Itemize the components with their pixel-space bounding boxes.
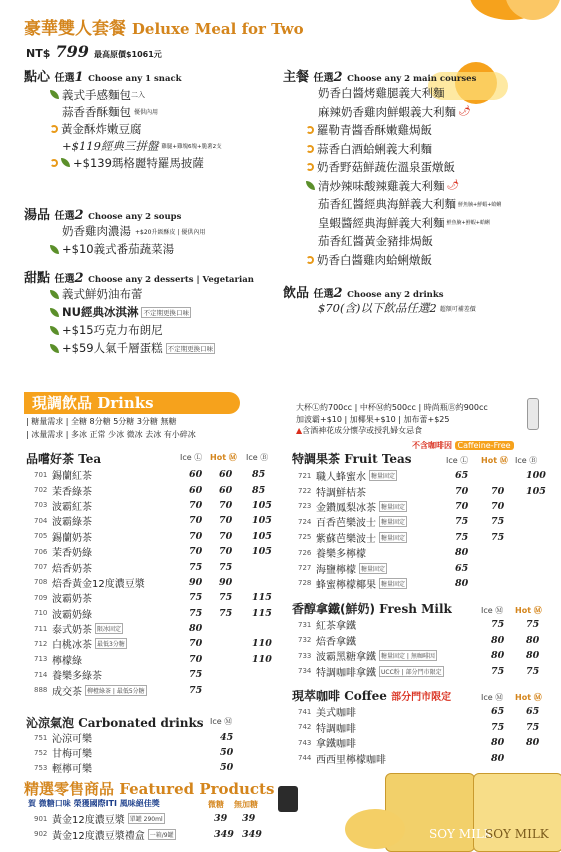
chili-icon: 🌶 xyxy=(458,106,471,118)
item-price: 65 xyxy=(526,706,540,718)
item-name: 成交茶 xyxy=(52,686,82,698)
list-item: 麻辣奶香雞肉鮮蝦義大利麵 🌶 xyxy=(318,104,471,119)
table-row xyxy=(34,529,284,544)
table-row xyxy=(34,544,284,559)
list-item: +$15巧克力布朗尼 xyxy=(50,321,215,339)
item-price: 80 xyxy=(455,577,469,589)
table-row xyxy=(298,468,558,483)
item-name: 波霸綠茶 xyxy=(52,517,92,529)
item-name: 養樂多檸檬 xyxy=(316,549,366,561)
tea-col-ice-b: Ice Ⓑ xyxy=(246,453,269,462)
featured-table xyxy=(34,811,284,842)
drink-set-line: $70(含)以下飲品任選2 超額可補差價 xyxy=(318,301,476,315)
chili-icon: 🌶 xyxy=(446,180,460,192)
soy-milk-product-image xyxy=(345,765,561,850)
list-item: 清炒辣味酸辣雞義大利麵 🌶 xyxy=(306,177,501,196)
table-row xyxy=(34,636,284,651)
table-row xyxy=(34,498,284,513)
list-item: 皇蝦醬經典海鮮義大利麵 鮮魚腩+鮮蝦+蛤蜊 xyxy=(318,215,490,230)
item-name: 金鑽鳳梨冰茶 xyxy=(316,502,376,514)
item-name: 泰式奶茶 xyxy=(52,625,92,637)
item-price: 70 xyxy=(455,500,469,512)
list-item: 奶香雞肉濃湯 +$20升級酥皮 | 優供內用 xyxy=(62,224,206,238)
drink-set-header: 飲品 任選2 Choose any 2 drinks xyxy=(283,286,444,301)
featured-col-light: 微糖 xyxy=(208,800,224,809)
list-item: 義式鮮奶油布蕾 xyxy=(50,285,215,303)
size-info: 大杯Ⓛ約700cc | 中杯Ⓜ約500cc | 時尚瓶Ⓑ約900cc 加波霸+$10 | 加椰果+$10 | 加布蕾+$25 ▲含酒神花成分懷孕或授乳婦女忌食 xyxy=(296,403,488,435)
item-name: 茉香綠茶 xyxy=(52,486,92,498)
hook-icon xyxy=(306,163,314,171)
item-code: 741 xyxy=(298,707,312,716)
featured-title: 精選零售商品 Featured Products xyxy=(24,780,275,798)
leaf-icon xyxy=(50,290,59,299)
item-note: 最低3分糖 xyxy=(95,638,127,649)
item-price: 75 xyxy=(491,531,505,543)
item-name: 沁涼可樂 xyxy=(52,734,92,745)
coffee-table xyxy=(298,704,558,766)
item-code: 707 xyxy=(34,563,48,572)
item-price: 70 xyxy=(491,500,505,512)
item-name: 焙香拿鐵 xyxy=(316,636,356,648)
item-code: 751 xyxy=(34,733,48,742)
item-note: 糖量固定 xyxy=(379,532,407,543)
snack-section-header: 點心 任選1 Choose any 1 snack xyxy=(24,70,182,85)
item-price: 349 xyxy=(214,828,234,840)
table-row xyxy=(34,745,284,760)
item-note: 糖量固定 xyxy=(379,516,407,527)
list-item: +$119經典三拼盤 雞腿+雞塊6塊+脆薯2支 xyxy=(62,138,222,153)
list-item: 蒜香白酒蛤蜊義大利麵 xyxy=(306,140,501,159)
item-price: 105 xyxy=(252,515,272,527)
item-name: 波霸奶茶 xyxy=(52,594,92,606)
item-price: 75 xyxy=(189,684,203,696)
hook-icon xyxy=(50,159,58,167)
item-price: 115 xyxy=(252,607,272,619)
list-item: +$139瑪格麗特羅馬披薩 xyxy=(50,154,222,171)
item-price: 105 xyxy=(526,485,546,497)
item-code: 744 xyxy=(298,754,312,763)
item-price: 65 xyxy=(491,706,505,718)
table-row xyxy=(298,576,558,591)
item-name: 蜂蜜檸檬椰果 xyxy=(316,579,376,591)
hook-icon xyxy=(306,145,314,153)
list-item: +$10義式番茄蔬菜湯 xyxy=(50,240,205,258)
item-note: 柳橙綠茶 | 最低5分糖 xyxy=(85,685,147,696)
snack-list xyxy=(50,86,222,171)
item-note: 糖量固定 | 無咖啡因 xyxy=(379,650,437,661)
list-item: 奶香野菇鮮蔬佐溫泉蛋燉飯 xyxy=(306,158,501,177)
item-name: 紫蘇芭樂波士 xyxy=(316,533,376,545)
tea-header: 品嚐好茶 Tea xyxy=(26,452,102,466)
table-row xyxy=(34,827,284,843)
table-row xyxy=(34,606,284,621)
soy-milk-label: SOY MILK xyxy=(429,827,493,841)
item-name: 波霸黑糖拿鐵 xyxy=(316,652,376,664)
item-code: 703 xyxy=(34,501,48,510)
leaf-icon xyxy=(50,326,59,335)
item-price: 75 xyxy=(491,665,505,677)
item-code: 902 xyxy=(34,830,48,839)
item-name: 甘梅可樂 xyxy=(52,749,92,760)
table-row xyxy=(34,730,284,745)
dessert-section-header: 甜點 任選2 Choose any 2 desserts | Vegetarian xyxy=(24,271,254,286)
item-name: 拿鐵咖啡 xyxy=(316,739,356,751)
item-note: 糖量固定 xyxy=(379,578,407,589)
tea-table xyxy=(34,467,284,698)
item-price: 65 xyxy=(455,562,469,574)
item-note: 單罐 290ml xyxy=(128,813,165,824)
award-line: 賀 微糖口味 榮獲國際ITI 風味絕佳獎 xyxy=(28,799,160,808)
item-name: 特調咖啡拿鐵 xyxy=(316,667,376,679)
item-name: 西西里檸檬咖啡 xyxy=(316,754,386,766)
item-price: 80 xyxy=(189,623,203,635)
item-price: 80 xyxy=(526,737,540,749)
item-name: 白桃冰茶 xyxy=(52,640,92,652)
item-code: 713 xyxy=(34,655,48,664)
item-price: 110 xyxy=(252,653,272,665)
item-price: 100 xyxy=(526,470,546,482)
item-price: 75 xyxy=(219,607,233,619)
milk-col-hot: Hot Ⓜ xyxy=(515,606,542,615)
bottle-icon xyxy=(527,398,539,430)
item-price: 105 xyxy=(252,546,272,558)
item-price: 70 xyxy=(455,485,469,497)
item-price: 50 xyxy=(220,747,234,758)
item-price: 75 xyxy=(455,531,469,543)
main-list xyxy=(306,84,501,269)
item-code: 742 xyxy=(298,723,312,732)
table-row xyxy=(298,735,558,751)
item-price: 75 xyxy=(526,619,540,631)
caffeine-free-note: 不含咖啡因 Caffeine-Free xyxy=(412,440,514,451)
hook-icon xyxy=(50,125,58,133)
item-price: 75 xyxy=(526,665,540,677)
item-code: 752 xyxy=(34,748,48,757)
leaf-icon xyxy=(50,344,59,353)
leaf-icon xyxy=(61,158,70,167)
item-price: 70 xyxy=(189,546,203,558)
item-code: 708 xyxy=(34,578,48,587)
item-name: 錫蘭紅茶 xyxy=(52,471,92,483)
item-price: 75 xyxy=(455,516,469,528)
item-price: 80 xyxy=(491,752,505,764)
carbonated-table xyxy=(34,730,284,775)
item-price: 85 xyxy=(252,469,266,481)
fruit-tea-table xyxy=(298,468,558,591)
table-row xyxy=(298,720,558,736)
coffee-col-ice: Ice Ⓜ xyxy=(481,693,504,702)
item-code: 727 xyxy=(298,564,312,573)
fruit-col-ice-l: Ice Ⓛ xyxy=(446,456,469,465)
item-price: 85 xyxy=(252,484,266,496)
leaf-icon xyxy=(306,181,315,190)
item-name: 黃金12度濃豆漿禮盒 xyxy=(52,830,145,842)
item-price: 70 xyxy=(189,499,203,511)
item-code: 706 xyxy=(34,547,48,556)
fruit-tea-header: 特調果茶 Fruit Teas xyxy=(292,452,412,466)
list-item: 義式手感麵包 二入 xyxy=(50,86,222,103)
item-price: 70 xyxy=(219,546,233,558)
item-price: 75 xyxy=(491,619,505,631)
item-code: 724 xyxy=(298,517,312,526)
table-row xyxy=(298,617,558,633)
tea-col-ice-l: Ice Ⓛ xyxy=(180,453,203,462)
leaf-icon xyxy=(50,90,59,99)
item-name: 錫蘭奶茶 xyxy=(52,532,92,544)
coffee-col-hot: Hot Ⓜ xyxy=(515,693,542,702)
table-row xyxy=(298,751,558,767)
item-name: 檸檬綠 xyxy=(52,655,82,667)
item-price: 60 xyxy=(189,484,203,496)
table-row xyxy=(298,499,558,514)
table-row xyxy=(34,467,284,482)
item-code: 723 xyxy=(298,502,312,511)
item-note: 糖量固定 xyxy=(369,470,397,481)
item-name: 海鹽檸檬 xyxy=(316,564,356,576)
list-item: +$59人氣千層蛋糕 不定期更換口味 xyxy=(50,339,215,357)
milk-col-ice: Ice Ⓜ xyxy=(481,606,504,615)
table-row xyxy=(34,513,284,528)
table-row xyxy=(34,811,284,827)
item-price: 110 xyxy=(252,638,272,650)
item-name: 百香芭樂波士 xyxy=(316,518,376,530)
item-name: 輕檸可樂 xyxy=(52,764,92,775)
deluxe-meal-title: 豪華雙人套餐 Deluxe Meal for Two xyxy=(24,19,304,39)
item-code: 711 xyxy=(34,624,48,633)
carbonated-header: 沁涼氣泡 Carbonated drinks xyxy=(26,716,204,730)
item-name: 黃金12度濃豆漿 xyxy=(52,815,125,827)
table-row xyxy=(298,704,558,720)
soy-milk-label-2: SOY MILK xyxy=(485,827,549,841)
item-name: 紅茶拿鐵 xyxy=(316,621,356,633)
list-item: 羅勒青醬香酥嫩雞焗飯 xyxy=(306,121,501,140)
item-code: 743 xyxy=(298,738,312,747)
item-price: 75 xyxy=(189,561,203,573)
table-row xyxy=(298,483,558,498)
soybean-decor xyxy=(345,809,405,849)
item-price: 80 xyxy=(455,547,469,559)
item-price: 80 xyxy=(491,737,505,749)
item-code: 733 xyxy=(298,651,312,660)
table-row xyxy=(34,652,284,667)
fruit-col-ice-b: Ice Ⓑ xyxy=(515,456,538,465)
item-code: 721 xyxy=(298,471,312,480)
table-row xyxy=(34,482,284,497)
item-code: 714 xyxy=(34,670,48,679)
item-price: 75 xyxy=(491,516,505,528)
item-price: 39 xyxy=(214,813,228,825)
item-price: 75 xyxy=(189,669,203,681)
item-price: 115 xyxy=(252,592,272,604)
item-price: 70 xyxy=(189,638,203,650)
item-price: 60 xyxy=(219,484,233,496)
item-code: 888 xyxy=(34,686,48,695)
table-row xyxy=(34,575,284,590)
table-row xyxy=(34,682,284,697)
main-section-header: 主餐 任選2 Choose any 2 main courses xyxy=(283,70,477,85)
deluxe-price: NT$ 799 最高原價$1061元 xyxy=(26,42,162,61)
item-price: 60 xyxy=(189,469,203,481)
item-price: 70 xyxy=(189,530,203,542)
item-code: 701 xyxy=(34,470,48,479)
list-item: NU經典冰淇淋 不定期更換口味 xyxy=(50,303,215,321)
item-name: 養樂多綠茶 xyxy=(52,671,102,683)
item-price: 80 xyxy=(526,634,540,646)
item-code: 722 xyxy=(298,487,312,496)
list-item: 奶香白醬烤雞腿義大利麵 xyxy=(318,86,445,101)
item-name: 特調鮮桔茶 xyxy=(316,487,366,499)
table-row xyxy=(298,514,558,529)
item-price: 45 xyxy=(220,732,234,743)
item-name: 職人蜂蜜水 xyxy=(316,472,366,484)
soup-section-header: 湯品 任選2 Choose any 2 soups xyxy=(24,208,182,223)
item-code: 709 xyxy=(34,593,48,602)
item-price: 75 xyxy=(189,592,203,604)
item-price: 75 xyxy=(526,721,540,733)
fruit-col-hot-m: Hot Ⓜ xyxy=(481,456,508,465)
item-price: 75 xyxy=(491,721,505,733)
item-code: 712 xyxy=(34,639,48,648)
list-item: 蒜香香酥麵包 優供內用 xyxy=(62,104,159,119)
item-price: 105 xyxy=(252,499,272,511)
item-price: 70 xyxy=(219,515,233,527)
table-row xyxy=(34,667,284,682)
table-row xyxy=(34,559,284,574)
item-price: 80 xyxy=(491,634,505,646)
carbonated-col-ice: Ice Ⓜ xyxy=(210,717,233,726)
table-row xyxy=(34,590,284,605)
table-row xyxy=(34,760,284,775)
item-price: 80 xyxy=(491,650,505,662)
milk-header: 香醇拿鐵(鮮奶) Fresh Milk xyxy=(292,602,452,616)
featured-col-nosugar: 無加糖 xyxy=(234,800,258,809)
item-price: 70 xyxy=(219,530,233,542)
item-code: 726 xyxy=(298,548,312,557)
item-code: 728 xyxy=(298,579,312,588)
item-price: 39 xyxy=(242,813,256,825)
award-badge-icon xyxy=(278,786,298,812)
item-price: 65 xyxy=(455,470,469,482)
item-code: 710 xyxy=(34,609,48,618)
item-price: 50 xyxy=(220,762,234,773)
item-price: 60 xyxy=(219,469,233,481)
table-row xyxy=(298,545,558,560)
leaf-icon xyxy=(50,308,59,317)
item-price: 90 xyxy=(189,576,203,588)
item-code: 705 xyxy=(34,532,48,541)
item-price: 70 xyxy=(219,499,233,511)
item-note: 糖量固定 xyxy=(379,501,407,512)
item-price: 90 xyxy=(219,576,233,588)
item-name: 特調咖啡 xyxy=(316,723,356,735)
ice-options: | 冰量需求 | 多冰 正常 少冰 微冰 去冰 有小碎冰 xyxy=(26,430,196,439)
item-price: 70 xyxy=(189,653,203,665)
item-name: 波霸紅茶 xyxy=(52,501,92,513)
list-item: 茄香紅醬經典海鮮義大利麵 鮮魚腩+鮮蝦+蛤蜊 xyxy=(318,197,502,212)
table-row xyxy=(298,560,558,575)
item-code: 704 xyxy=(34,516,48,525)
table-row xyxy=(298,530,558,545)
table-row xyxy=(298,664,558,680)
warning-icon: ▲ xyxy=(296,426,303,435)
list-item: 奶香白醬雞肉蛤蜊燉飯 xyxy=(306,251,501,270)
item-price: 70 xyxy=(189,515,203,527)
item-code: 702 xyxy=(34,486,48,495)
drinks-title: 現調飲品 Drinks xyxy=(32,394,154,412)
hook-icon xyxy=(306,256,314,264)
item-price: 75 xyxy=(189,607,203,619)
item-name: 波霸奶綠 xyxy=(52,609,92,621)
item-price: 349 xyxy=(242,828,262,840)
item-code: 732 xyxy=(298,636,312,645)
item-code: 725 xyxy=(298,533,312,542)
list-item: 黃金酥炸嫩豆腐 xyxy=(50,120,222,137)
list-item: 茄香紅醬黃金豬排焗飯 xyxy=(318,234,433,249)
item-code: 753 xyxy=(34,763,48,772)
dessert-list xyxy=(50,285,215,357)
item-name: 茉香奶綠 xyxy=(52,548,92,560)
hook-icon xyxy=(306,126,314,134)
leaf-icon xyxy=(50,245,59,254)
item-price: 80 xyxy=(526,650,540,662)
soup-list xyxy=(50,222,205,258)
item-note: 糖量固定 xyxy=(359,563,387,574)
item-price: 70 xyxy=(491,485,505,497)
item-note: 一箱/9罐 xyxy=(148,829,176,840)
item-name: 焙香奶茶 xyxy=(52,563,92,575)
table-row xyxy=(298,648,558,664)
item-price: 105 xyxy=(252,530,272,542)
item-code: 734 xyxy=(298,667,312,676)
item-name: 焙香黃金12度濃豆漿 xyxy=(52,578,145,590)
table-row xyxy=(34,621,284,636)
sugar-options: | 糖量需求 | 全糖 8分糖 5分糖 3分糖 無糖 xyxy=(26,417,177,426)
item-note: 限冰固定 xyxy=(95,623,123,634)
item-code: 731 xyxy=(298,620,312,629)
tea-col-hot-m: Hot Ⓜ xyxy=(210,453,237,462)
item-price: 75 xyxy=(219,561,233,573)
item-name: 美式咖啡 xyxy=(316,708,356,720)
coffee-header: 現萃咖啡 Coffee 部分門市限定 xyxy=(292,689,452,703)
item-note: UCC粉 | 部分門市限定 xyxy=(379,666,444,677)
table-row xyxy=(298,633,558,649)
item-price: 75 xyxy=(219,592,233,604)
item-code: 901 xyxy=(34,814,48,823)
milk-table xyxy=(298,617,558,679)
